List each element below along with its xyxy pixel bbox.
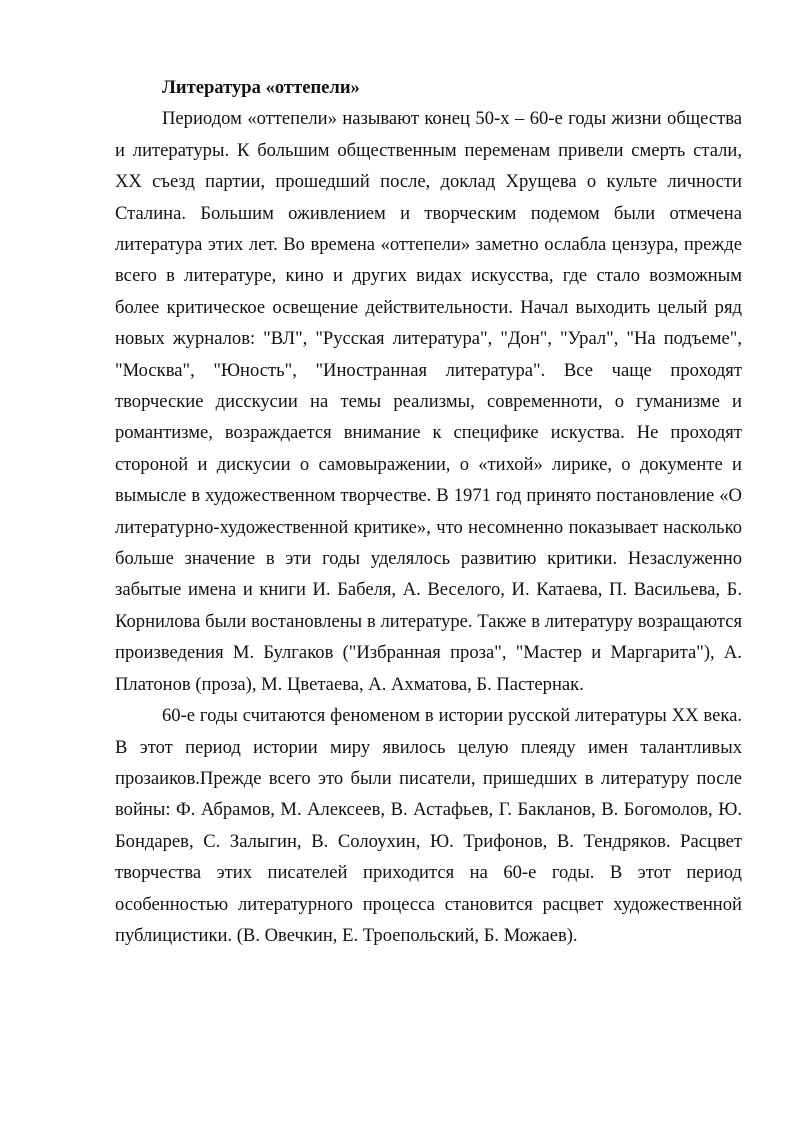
document-body: [115, 72, 742, 951]
document-title: Литература «оттепели»: [162, 77, 360, 98]
paragraph-2: 60-е годы считаются феноменом в истории русской литературы XX века. В этот период истории миру явилось целую плеяду имен талантливых прозаиков.Прежде всего это были писатели, пришедших в литературу после войны: Ф. Абрамов, М. Алексеев, В. Астафьев, Г. Бакланов, В. Богомолов, Ю. Бондарев, С. Залыгин, В. Солоухин, Ю. Трифонов, В. Тендряков. Расцвет творчества этих писателей приходится на 60-е годы. В этот период особенностью литературного процесса становится расцвет художественной публицистики. (В. Овечкин, Е. Троепольский, Б. Можаев).: [115, 705, 742, 946]
paragraph-1: Периодом «оттепели» называют конец 50-х – 60-е годы жизни общества и литературы. К большим общественным переменам привели смерть стали, XX съезд партии, прошедший после, доклад Хрущева о культе личности Сталина. Большим оживлением и творческим подемом были отмечена литература этих лет. Во времена «оттепели» заметно ослабла цензура, прежде всего в литературе, кино и других видах искусства, где стало возможным более критическое освещение действительности. Начал выходить целый ряд новых журналов: "ВЛ", "Русская литература", "Дон", "Урал", "На подъеме", "Москва", "Юность", "Иностранная литература". Все чаще проходят творческие дисскусии на темы реализмы, современноти, о гуманизме и романтизме, возраждается внимание к специфике искуства. Не проходят стороной и дискусии о самовыражении, о «тихой» лирике, о документе и вымысле в художественном творчестве. В 1971 год принято постановление «О литературно-художественной критике», что несомненно показывает насколько больше значение в эти годы уделялось развитию критики. Незаслуженно забытые имена и книги И. Бабеля, А. Веселого, И. Катаева, П. Васильева, Б. Корнилова были востановлены в литературе. Также в литературу возращаются произведения М. Булгаков ("Избранная проза", "Мастер и Маргарита"), А. Платонов (проза), М. Цветаева, А. Ахматова, Б. Пастернак.: [115, 108, 742, 695]
